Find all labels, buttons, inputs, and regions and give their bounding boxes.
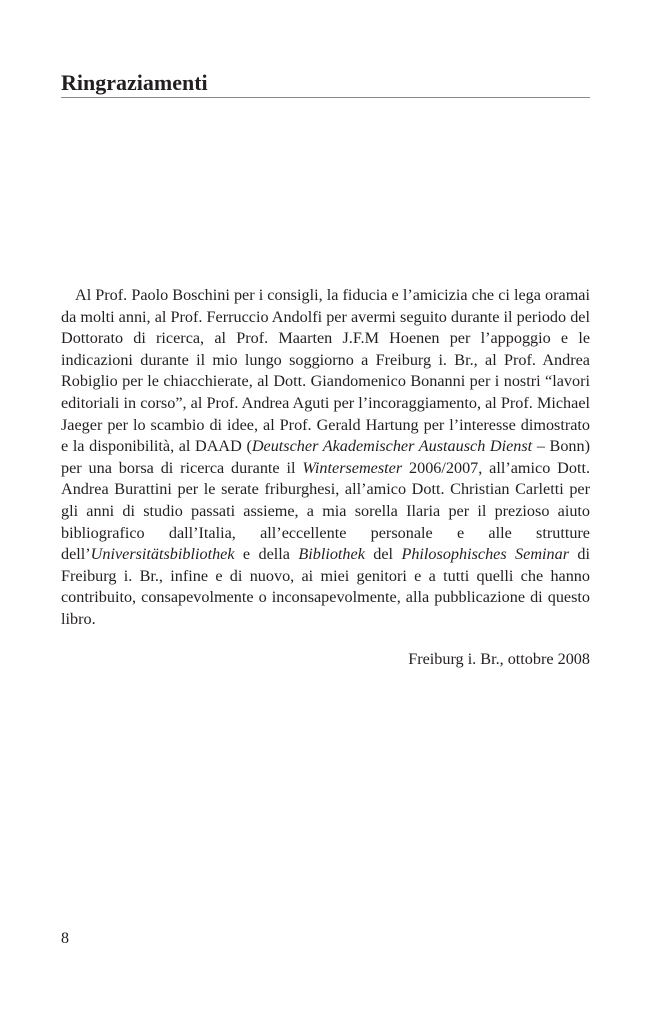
text-run: del (364, 545, 402, 564)
title-rule (61, 97, 590, 98)
text-run: 2006/2007, all’amico Dott. Andrea Burattini per le serate friburghesi, all’amico Dott. Christian Carletti per gli anni di studio passati assieme, a mia sorella Ilaria per il prezioso aiuto bibliografico dall’Italia, all’eccellente personale e alle strutture dell’ (61, 458, 590, 564)
text-run: di Freiburg i. Br., infine e di nuovo, ai miei genitori e a tutti quelli che hanno contribuito, consapevolmente o inconsapevolmente, alla pubblicazione di questo libro. (61, 545, 590, 628)
text-run: – Bonn) per una borsa di ricerca durante il (61, 437, 591, 477)
acknowledgements-paragraph (61, 285, 590, 631)
text-run-italic: Bibliothek (298, 545, 365, 564)
page-title: Ringraziamenti (61, 70, 208, 95)
page-number: 8 (61, 930, 69, 947)
text-run-italic: Deutscher Akademischer Austausch Dienst (251, 437, 533, 456)
text-run: e della (234, 545, 299, 564)
text-run-italic: Universitätsbibliothek (90, 545, 235, 564)
text-run: Al Prof. Paolo Boschini per i consigli, la fiducia e l’amicizia che ci lega oramai da molti anni, al Prof. Ferruccio Andolfi per avermi seguito durante il periodo del Dottorato di ricerca, al Prof. Maarten J.F.M Hoenen per l’appoggio e le indicazioni durante il mio lungo soggiorno a Freiburg i. Br., al Prof. Andrea Robiglio per le chiacchierate, al Dott. Giandomenico Bonanni per i nostri “lavori editoriali in corso”, al Prof. Andrea Aguti per l’incoraggiamento, al Prof. Michael Jaeger per lo scambio di idee, al Prof. Gerald Hartung per l’interesse dimostrato e la disponibilità, al DAAD ( (61, 286, 590, 456)
signature-place-date: Freiburg i. Br., ottobre 2008 (408, 650, 590, 668)
text-run-italic: Philosophisches Seminar (401, 545, 570, 564)
text-run-italic: Wintersemester (302, 458, 403, 477)
